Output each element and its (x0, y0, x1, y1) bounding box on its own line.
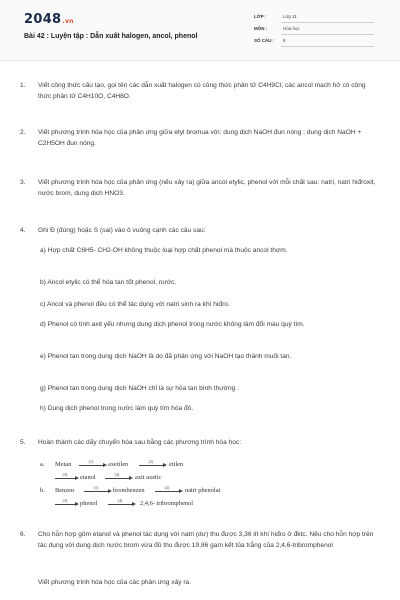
arrow-icon (108, 499, 136, 507)
step-label: (4) (117, 497, 123, 503)
arrow-icon (155, 486, 183, 494)
meta-underline (281, 22, 374, 23)
header-divider (0, 60, 400, 61)
chain-label: b. (40, 487, 45, 494)
compound-tribromphenol: 2,4,6- tribromphenol (140, 500, 194, 507)
meta-subject-row (254, 26, 374, 38)
subject-label: MÔN : (254, 26, 268, 31)
logo-main: 2048 (24, 12, 62, 27)
logo-suffix: .vn (62, 18, 74, 25)
question-text: Viết phương trình hóa học của phản ứng giữa etyl bromua với: dung dịch NaOH đun nóng ; dung dịch NaOH + C2H5OH đun nóng. (38, 129, 362, 147)
compound-etanol: etanol (80, 474, 96, 481)
worksheet-meta (254, 14, 374, 50)
arrow-icon (55, 499, 79, 507)
compound-natri-phenolat: natri phenolat (185, 487, 221, 494)
meta-class-row (254, 14, 374, 26)
compound-etilen: etilen (169, 461, 184, 468)
question-number: 3. (20, 179, 26, 186)
statement-g: g) Phenol tan trong dung dịch NaOH chỉ là sự hòa tan bình thường . (40, 385, 239, 392)
arrow-icon (55, 473, 79, 481)
compound-benzen: Benzen (55, 487, 75, 494)
arrow-icon (79, 460, 107, 468)
question-number: 6. (20, 531, 26, 538)
arrow-icon (139, 460, 167, 468)
meta-underline (281, 46, 374, 47)
question-6-instruction: Viết phương trình hóa học của các phản ứng xảy ra. (38, 579, 192, 586)
compound-phenol: phenol (80, 500, 98, 507)
step-label: (2) (148, 458, 154, 464)
meta-underline (281, 34, 374, 35)
question-number: 2. (20, 129, 26, 136)
site-logo[interactable] (24, 12, 74, 27)
question-text: Cho hỗn hợp gồm etanol và phenol tác dụng với natri (dư) thu được 3,36 lít khí hiđro ở đktc. Nếu cho hỗn hợp trên tác dụng với dung dịch nước brom vừa đủ thu được 19,86 gam kết tủa trắng của 2,4,6-tribromphenol (38, 531, 374, 549)
question-number: 4. (20, 227, 26, 234)
compound-metan: Metan (55, 461, 72, 468)
statement-d: d) Phenol có tính axit yếu nhưng dung dịch phenol trong nước không làm đổi màu quỳ tím. (40, 321, 305, 328)
count-value: 8 (283, 38, 286, 43)
statement-h: h) Dung dịch phenol trong nước làm quỳ tím hóa đỏ. (40, 405, 194, 412)
question-number: 1. (20, 82, 26, 89)
step-label: (3) (62, 497, 68, 503)
question-text: Viết phương trình hóa học của phản ứng (nếu xảy ra) giữa ancol etylic, phenol với mỗi chất sau: natri, natri hiđroxit, nước brom, dung dịch HNO3. (38, 179, 376, 197)
step-label: (1) (88, 458, 94, 464)
class-label: LỚP : (254, 14, 267, 19)
step-label: (2) (164, 484, 170, 490)
statement-b: b) Ancol etylic có thể hòa tan tốt phenol, nước. (40, 279, 177, 286)
step-label: (3) (62, 471, 68, 477)
worksheet-header (0, 0, 400, 60)
question-text: Hoàn thành các dãy chuyển hóa sau bằng các phương trình hóa học: (38, 439, 242, 446)
compound-axetilen: axetilen (108, 461, 129, 468)
question-number: 5. (20, 439, 26, 446)
step-label: (4) (114, 471, 120, 477)
subject-value: Hóa học (283, 26, 300, 31)
statement-a: a) Hợp chất C6H5- CH2-OH không thuộc loại hợp chất phenol mà thuộc ancol thơm. (40, 247, 288, 254)
statement-c: c) Ancol và phenol đều có thể tác dụng với natri sinh ra khí hiđro. (40, 301, 230, 308)
statement-e: e) Phenol tan trong dung dịch NaOH là do đã phản ứng với NaOH tạo thành muối tan. (40, 353, 292, 360)
step-label: (1) (93, 484, 99, 490)
arrow-icon (84, 486, 112, 494)
question-text: Ghi Đ (đúng) hoặc S (sai) vào ô vuông cạnh các câu sau: (38, 227, 206, 234)
compound-axit-axetic: axit axetic (135, 474, 162, 481)
class-value: Lớp 11 (283, 14, 297, 19)
arrow-icon (105, 473, 133, 481)
compound-brombenzen: brombenzen (113, 487, 145, 494)
count-label: SỐ CÂU : (254, 38, 275, 43)
lesson-title: Bài 42 : Luyện tập : Dẫn xuất halogen, ancol, phenol (24, 33, 198, 40)
chain-label: a. (40, 461, 45, 468)
question-text: Viết công thức cấu tạo, gọi tên các dẫn xuất halogen có công thức phân tử C4H9Cl; các ancol mạch hở có công thức phân tử C4H10O, C4H8O. (38, 82, 366, 100)
meta-count-row (254, 38, 374, 50)
